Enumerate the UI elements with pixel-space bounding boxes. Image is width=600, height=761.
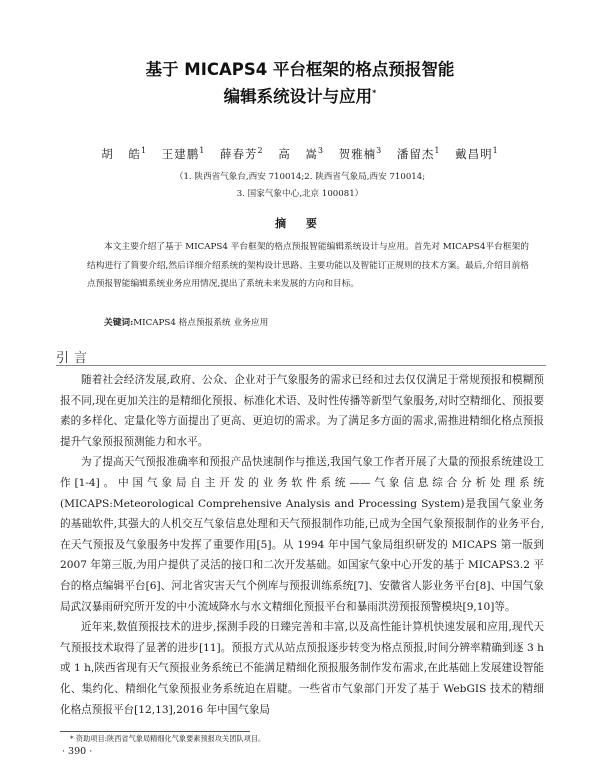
- author-name: 潘留杰: [396, 147, 435, 161]
- author-affiliation-mark: 1: [199, 146, 206, 156]
- author: [101, 147, 147, 161]
- author-affiliation-mark: 2: [257, 146, 264, 156]
- body-paragraph: 随着社会经济发展,政府、公众、企业对于气象服务的需求已经和过去仅仅满足于常规预报和模糊预报不同,现在更加关注的是精细化预报、标准化术语、及时性传播等新型气象服务,对时空精细化、预报要素的多样化、定量化等方面提出了更高、更迫切的需求。为了满足多方面的需求,需推进精细化格点预报提升气象预报预测能力和水平。: [60, 374, 544, 448]
- body-paragraph: 为了提高天气预报准确率和预报产品快速制作与推送,我国气象工作者开展了大量的预报系统建设工作[1-4]。中国气象局自主开发的业务软件系统——气象信息综合分析处理系统(MICAPS:Meteorological Comprehensive Analysis and Processing System)是我国气象业务的基础软件,其强大的人机交互气象信息处理和天气预报制作功能,已成为全国气象预报制作的业务平台,在天气预报及气象服务中发挥了重要作用[5]。从 1994 年中国气象局组织研发的 MICAPS 第一版到 2007 年第三版,为用户提供了灵活的接口和二次开发基础。如国家气象中心开发的基于 MICAPS3.2 平台的格点编辑平台[6]、河北省灾害天气个例库与预报训练系统[7]、安徽省人影业务平台[8]、中国气象局武汉暴雨研究所开发的中小流域降水与水文精细化预报平台和暴雨洪涝预报预警模块[9,10]等。: [60, 456, 544, 613]
- affiliation-line-1: （1. 陕西省气象台,西安 710014;2. 陕西省气象局,西安 710014;: [174, 172, 426, 182]
- author-affiliation-mark: 3: [376, 146, 383, 156]
- affiliation-line-2: 3. 国家气象中心,北京 100081）: [236, 189, 364, 199]
- author-name: 高 嵩: [278, 147, 318, 161]
- author: [278, 147, 324, 161]
- section-heading: 引言: [56, 351, 93, 366]
- author: [339, 147, 383, 161]
- author-name: 贺雅楠: [338, 147, 377, 161]
- author: [220, 147, 264, 161]
- author-name: 薛春芳: [219, 147, 258, 161]
- author: [397, 147, 441, 161]
- title-footnote-mark: *: [372, 88, 377, 98]
- title-line-1: 基于 MICAPS4 平台框架的格点预报智能: [145, 60, 455, 79]
- author-affiliation-mark: 3: [317, 146, 324, 156]
- body-paragraph: 近年来,数值预报技术的进步,探测手段的日臻完善和丰富,以及高性能计算机快速发展和应用,现代天气预报技术取得了显著的进步[11]。预报方式从站点预报逐步转变为格点预报,时间分辨率精确到逐 3 h 或 1 h,陕西省现有天气预报业务系统已不能满足精细化预报服务制作发布需求,在此基础上发展建设智能化、集约化、精细化气象预报业务系统迫在眉睫。一些省市气象部门开发了基于 WebGIS 技术的精细化格点预报平台[12,13],2016 年中国气象局: [60, 621, 544, 716]
- section-divider: [56, 365, 546, 366]
- title-line-2: [0, 83, 600, 110]
- footnote: * 资助项目:陕西省气象局精细化气象要素预报攻关团队项目。: [70, 734, 266, 743]
- keywords-text: MICAPS4 格点预报系统 业务应用: [133, 318, 269, 328]
- page-number: · 390 ·: [62, 746, 93, 757]
- author: [455, 147, 499, 161]
- author-name: 戴昌明: [455, 147, 493, 161]
- abstract-heading: 摘 要: [275, 217, 325, 230]
- keywords: [104, 316, 268, 328]
- author-list: [0, 146, 600, 162]
- title-block: [0, 56, 600, 110]
- abstract-text: 本文主要介绍了基于 MICAPS4 平台框架的格点预报智能编辑系统设计与应用。首先对 MICAPS4平台框架的结构进行了简要介绍,然后详细介绍系统的架构设计思路、主要功能以及智能订正规则的技术方案。最后,介绍目前格点预报智能编辑系统业务应用情况,提出了系统未来发展的方向和目标。: [87, 242, 529, 289]
- title-line-2-text: 编辑系统设计与应用: [223, 87, 373, 106]
- author-name: 王建鹏: [161, 147, 200, 161]
- author-affiliation-mark: 1: [434, 146, 441, 156]
- author-affiliation-mark: 1: [140, 146, 148, 156]
- footnote-divider: [60, 731, 250, 732]
- body-text: [60, 370, 544, 720]
- author: [162, 147, 206, 161]
- author-name: 胡 皓: [101, 147, 141, 161]
- author-affiliation-mark: 1: [492, 146, 499, 156]
- keywords-label: 关键词:: [104, 318, 134, 328]
